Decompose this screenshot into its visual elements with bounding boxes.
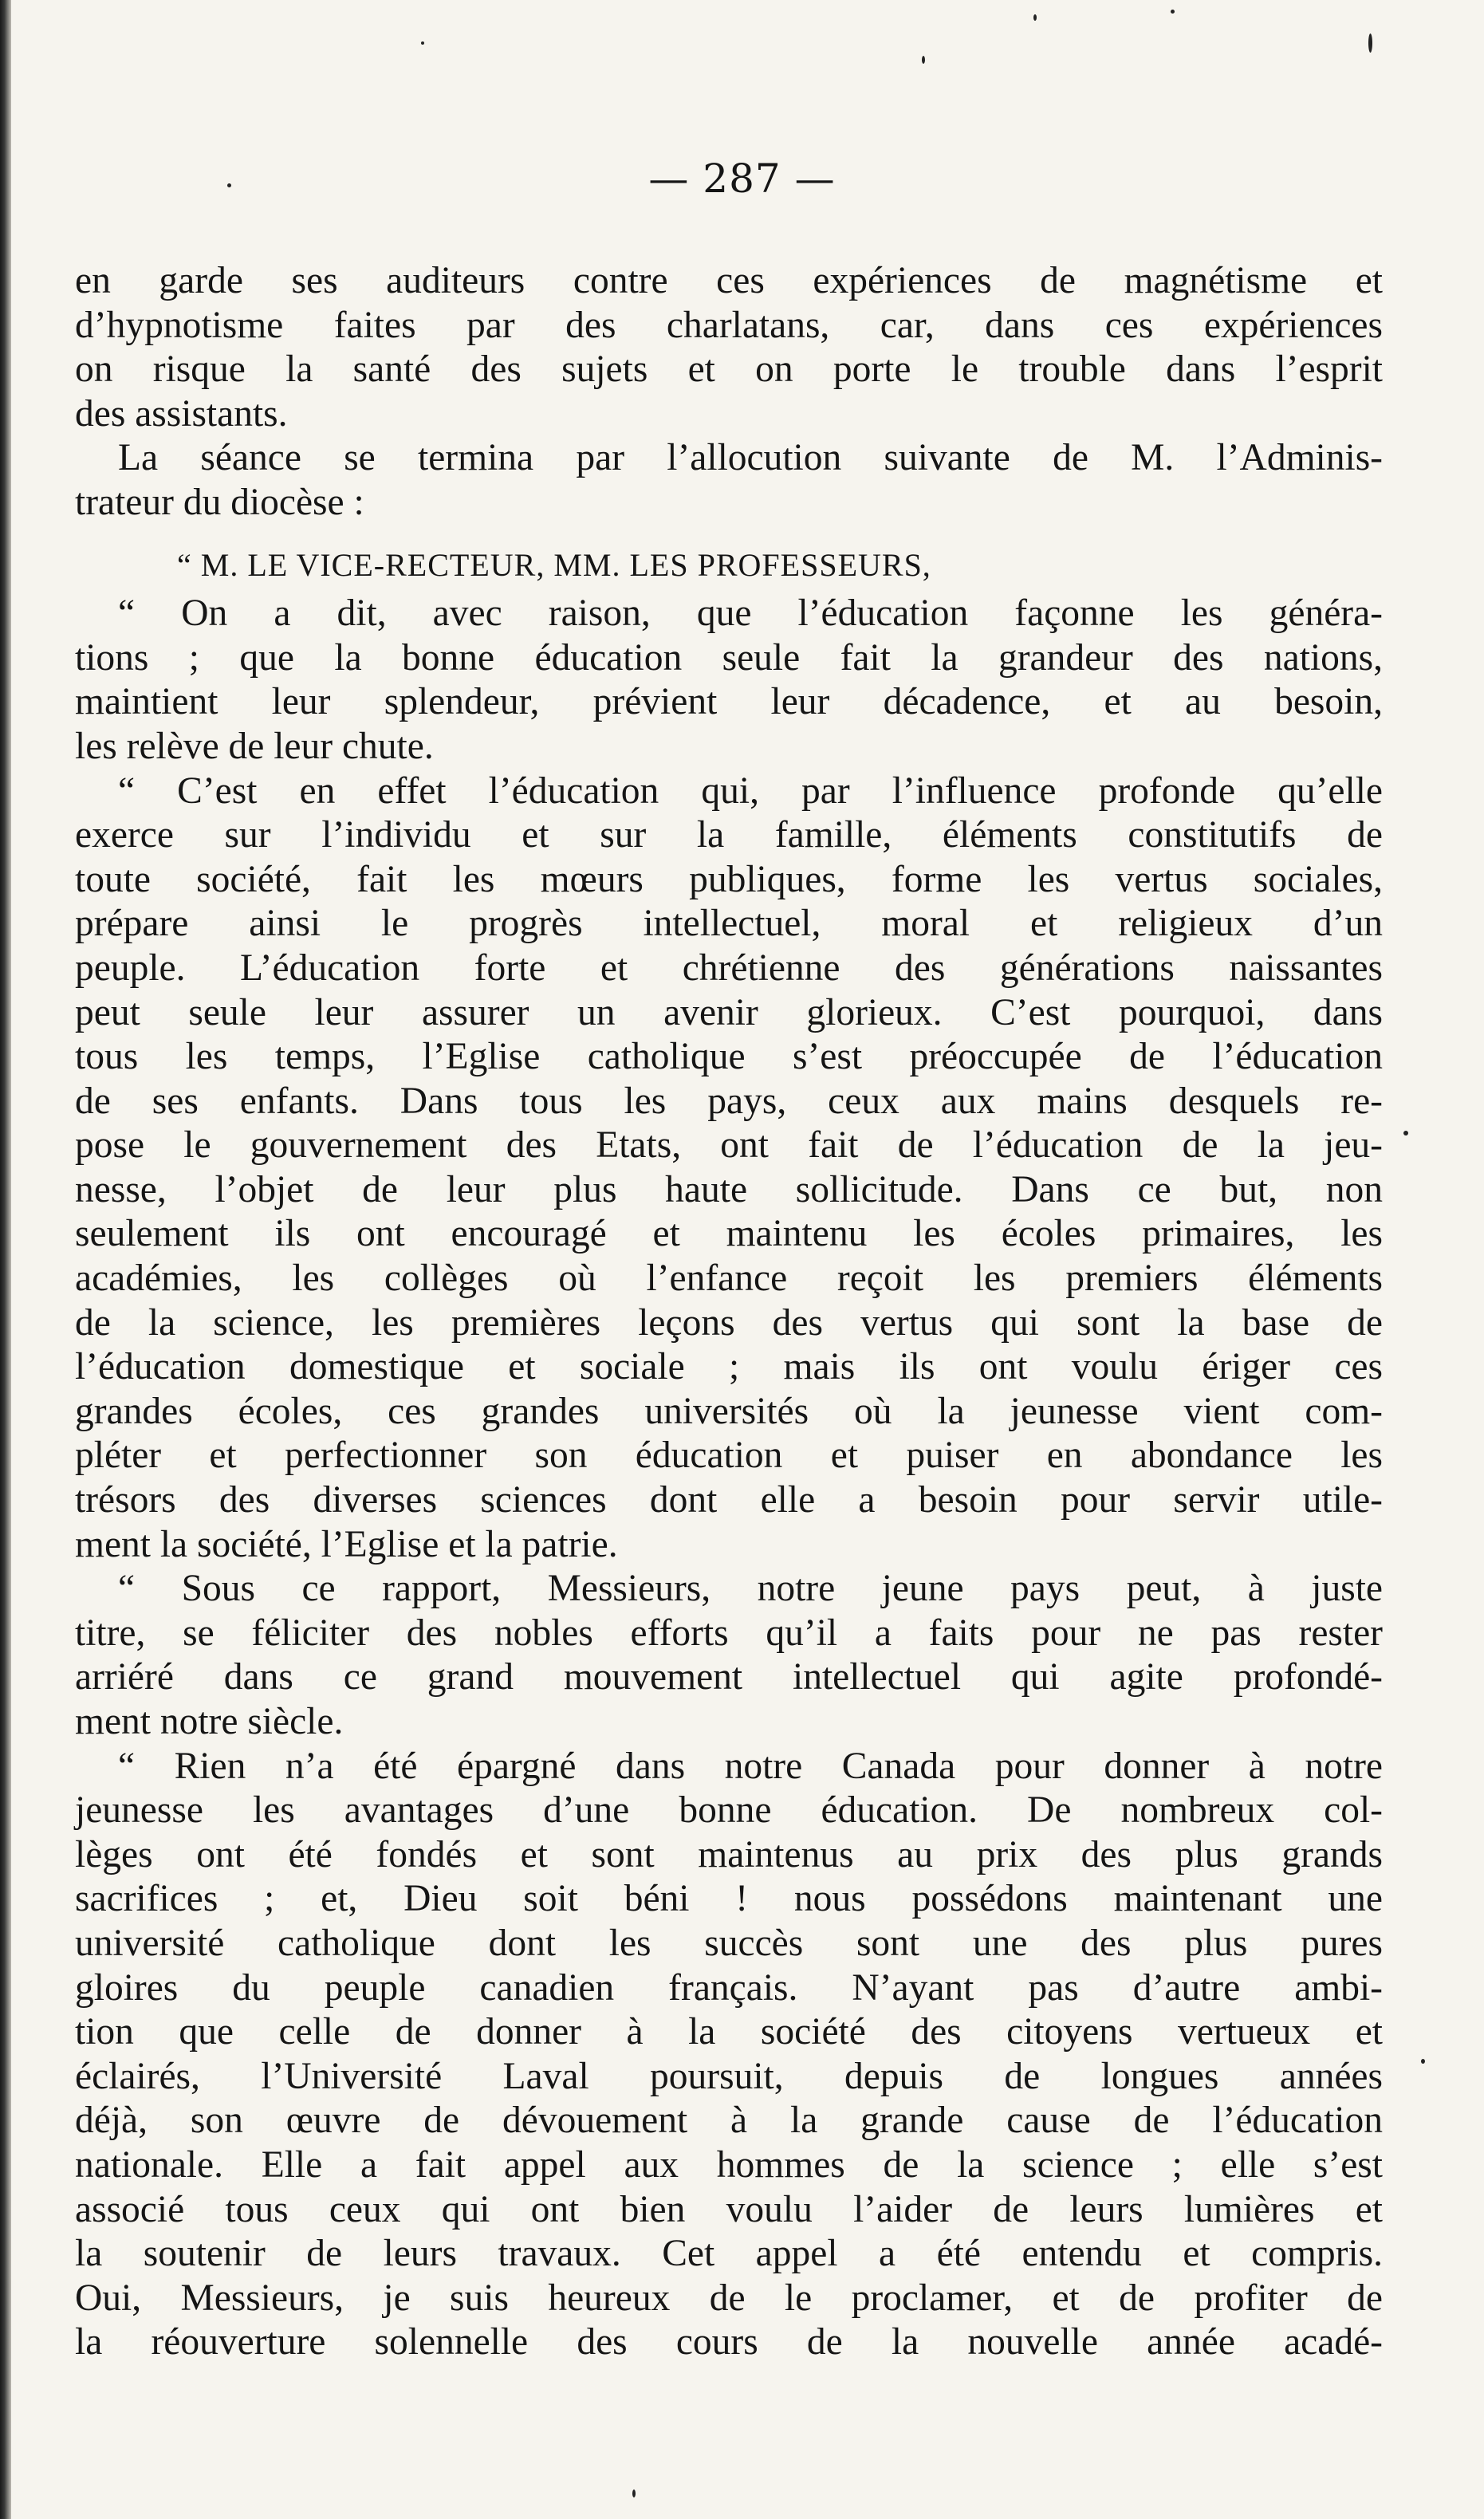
text-line: de la science, les premières leçons des vertus qui sont la base de	[75, 1301, 1383, 1344]
text-line: en garde ses auditeurs contre ces expériences de magnétisme et	[75, 260, 1383, 301]
text-line: l’éducation domestique et sociale ; mais ils ont voulu ériger ces	[75, 1346, 1383, 1388]
ink-speck	[1403, 1131, 1408, 1136]
text-line: “ M. LE VICE-RECTEUR, MM. LES PROFESSEURS,	[177, 546, 931, 583]
spacer	[75, 525, 1383, 543]
ink-speck	[1033, 14, 1037, 21]
text-line: peut seule leur assurer un avenir glorieux. C’est pourquoi, dans	[75, 991, 1383, 1033]
ink-speck	[1421, 2059, 1425, 2064]
text-line: arriéré dans ce grand mouvement intellectuel qui agite profondé-	[75, 1656, 1383, 1698]
text-line: lèges ont été fondés et sont maintenus au prix des plus grands	[75, 1833, 1383, 1875]
text-line: d’hypnotisme faites par des charlatans, car, dans ces expériences	[75, 304, 1383, 346]
text-line: grandes écoles, ces grandes universités où la jeunesse vient com-	[75, 1390, 1383, 1432]
text-line: exerce sur l’individu et sur la famille, éléments constitutifs de	[75, 814, 1383, 856]
text-line: seulement ils ont encouragé et maintenu les écoles primaires, les	[75, 1213, 1383, 1255]
text-line: Oui, Messieurs, je suis heureux de le proclamer, et de profiter de	[75, 2277, 1383, 2319]
text-line: tions ; que la bonne éducation seule fait la grandeur des nations,	[75, 636, 1383, 679]
text-line: gloires du peuple canadien français. N’ayant pas d’autre ambi-	[75, 1966, 1383, 2009]
text-line: la réouverture solennelle des cours de la nouvelle année acadé-	[75, 2321, 1383, 2364]
text-line: pléter et perfectionner son éducation et puiser en abondance les	[75, 1435, 1383, 1477]
text-line: sacrifices ; et, Dieu soit béni ! nous possédons maintenant une	[75, 1878, 1383, 1920]
text-line: La séance se termina par l’allocution suivante de M. l’Adminis-	[118, 437, 1383, 479]
text-line: prépare ainsi le progrès intellectuel, moral et religieux d’un	[75, 903, 1383, 945]
text-line: maintient leur splendeur, prévient leur décadence, et au besoin,	[75, 681, 1383, 723]
text-line: toute société, fait les mœurs publiques, forme les vertus sociales,	[75, 858, 1383, 900]
page-number: — 287 —	[648, 155, 836, 202]
text-line: des assistants.	[75, 392, 288, 435]
text-line: tous les temps, l’Eglise catholique s’est préoccupée de l’éducation	[75, 1036, 1383, 1078]
text-line: “ C’est en effet l’éducation qui, par l’influence profonde qu’elle	[118, 769, 1383, 812]
text-line: associé tous ceux qui ont bien voulu l’aider de leurs lumières et	[75, 2188, 1383, 2230]
text-line: on risque la santé des sujets et on porte le trouble dans l’esprit	[75, 348, 1383, 391]
binding-edge	[0, 0, 11, 2519]
text-line: “ On a dit, avec raison, que l’éducation façonne les généra-	[118, 592, 1383, 635]
text-line: de ses enfants. Dans tous les pays, ceux aux mains desquels re-	[75, 1080, 1383, 1122]
text-line: la soutenir de leurs travaux. Cet appel a été entendu et compris.	[75, 2233, 1383, 2275]
body-text	[75, 259, 1383, 2365]
text-line: titre, se féliciter des nobles efforts qu’il a faits pour ne pas rester	[75, 1612, 1383, 1654]
text-line: éclairés, l’Université Laval poursuit, depuis de longues années	[75, 2055, 1383, 2097]
ink-speck	[1368, 33, 1372, 53]
text-line: tion que celle de donner à la société des citoyens vertueux et	[75, 2011, 1383, 2053]
text-line: déjà, son œuvre de dévouement à la grande cause de l’éducation	[75, 2100, 1383, 2142]
ink-speck	[632, 2489, 636, 2497]
text-line: université catholique dont les succès sont une des plus pures	[75, 1922, 1383, 1964]
text-line: nesse, l’objet de leur plus haute sollicitude. Dans ce but, non	[75, 1168, 1383, 1210]
text-line: pose le gouvernement des Etats, ont fait de l’éducation de la jeu-	[75, 1124, 1383, 1167]
text-line: nationale. Elle a fait appel aux hommes de la science ; elle s’est	[75, 2143, 1383, 2186]
text-line: ment notre siècle.	[75, 1701, 344, 1742]
text-line: “ Rien n’a été épargné dans notre Canada pour donner à notre	[118, 1745, 1383, 1787]
text-line: trateur du diocèse :	[75, 481, 364, 523]
text-line: académies, les collèges où l’enfance reçoit les premiers éléments	[75, 1258, 1383, 1300]
text-line: “ Sous ce rapport, Messieurs, notre jeune pays peut, à juste	[118, 1568, 1383, 1610]
ink-speck	[421, 41, 424, 45]
text-line: jeunesse les avantages d’une bonne éducation. De nombreux col-	[75, 1789, 1383, 1832]
ink-speck	[227, 183, 231, 187]
text-line: peuple. L’éducation forte et chrétienne des générations naissantes	[75, 947, 1383, 989]
ink-speck	[922, 56, 925, 64]
text-line: ment la société, l’Eglise et la patrie.	[75, 1523, 618, 1565]
text-line: les relève de leur chute.	[75, 725, 434, 767]
text-line: trésors des diverses sciences dont elle a besoin pour servir utile-	[75, 1479, 1383, 1521]
ink-speck	[1171, 10, 1175, 14]
